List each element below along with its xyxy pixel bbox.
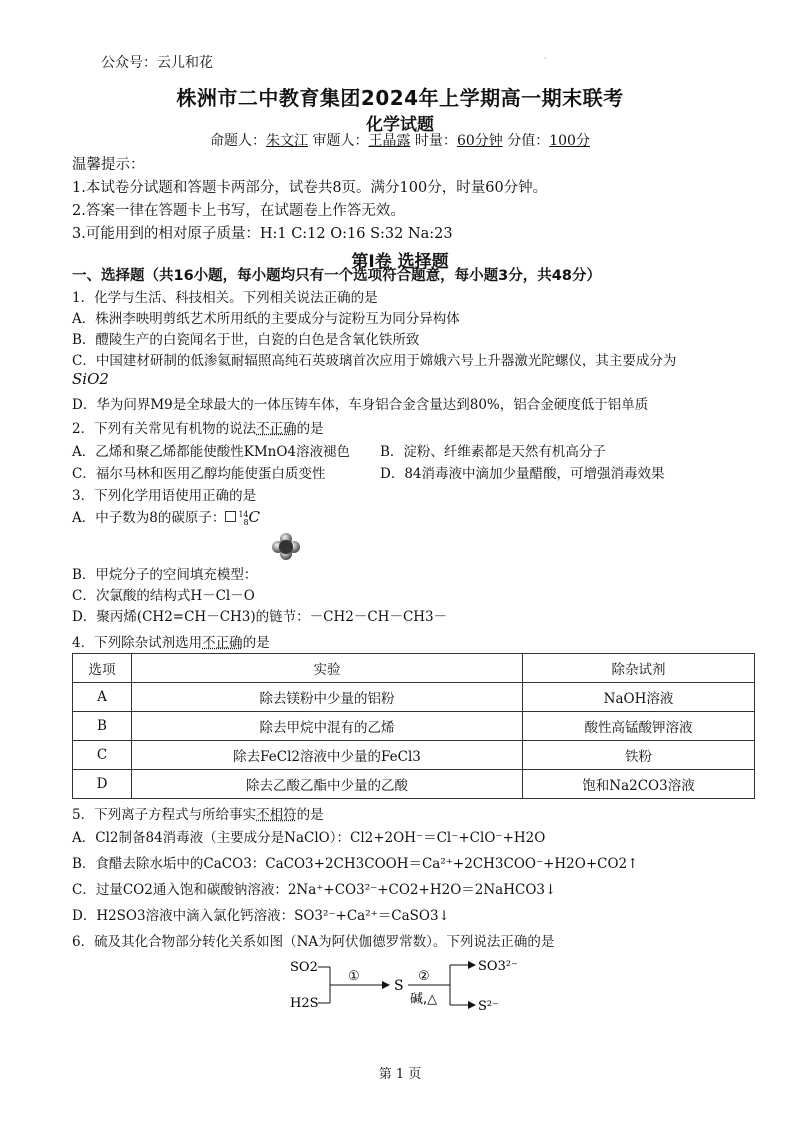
q5-option-a: A．Cl2制备84消毒液（主要成分是NaClO）：Cl2+2OH⁻＝Cl⁻+ClO⁻+H2O	[72, 830, 546, 846]
diagram-sulfur: S	[394, 978, 404, 994]
table-row	[73, 741, 755, 770]
q3-option-d: D．聚丙烯(CH2=CH－CH3)的链节：－CH2－CH－CH3－	[72, 609, 448, 625]
table-row	[73, 770, 755, 799]
table-cell: 饱和Na2CO3溶液	[523, 770, 755, 799]
diagram-condition: 碱,△	[410, 992, 438, 1007]
table-cell: 除去乙酸乙酯中少量的乙酸	[132, 770, 523, 799]
q4-table	[72, 653, 755, 799]
q3-isotope-numbers	[238, 511, 248, 527]
page-number: 第 1 页	[378, 1067, 422, 1082]
q2-stem-emphasis: 不正确	[256, 421, 297, 437]
q3-mass-number: 14	[238, 509, 249, 519]
q2-stem-c: 的是	[296, 421, 324, 437]
table-cell: NaOH溶液	[523, 683, 755, 712]
q1-option-c: C．中国建材研制的低渗氦耐辐照高纯石英玻璃首次应用于嫦娥六号上升器激光陀螺仪，其主要成分为	[72, 353, 677, 369]
table-header-row	[73, 654, 755, 683]
setter-label: 命题人：	[210, 133, 267, 149]
time-label: 时量：	[410, 133, 457, 149]
tip-1: 1.本试卷分试题和答题卡两部分，试卷共8页。满分100分，时量60分钟。	[72, 180, 548, 196]
exam-authors	[0, 130, 800, 150]
q5-option-b: B．食醋去除水垢中的CaCO3：CaCO3+2CH3COOH＝Ca²⁺+2CH3COO⁻+H2O+CO2↑	[72, 856, 639, 872]
tip-3: 3.可能用到的相对原子质量：H:1 C:12 O:16 S:32 Na:23	[72, 226, 453, 242]
setter-name: 朱文江	[266, 133, 309, 149]
q3-option-a-text: A．中子数为8的碳原子：	[72, 510, 226, 526]
q4-stem	[72, 631, 270, 651]
q5-stem-a: 5．下列离子方程式与所给事实	[72, 807, 257, 823]
q3-element-symbol: C	[248, 508, 261, 526]
table-cell: A	[73, 683, 132, 712]
diagram-sulfite: SO3²⁻	[478, 959, 518, 974]
q1-option-b: B．醴陵生产的白瓷闻名于世，白瓷的白色是含氧化铁所致	[72, 332, 420, 348]
q6-stem: 6．硫及其化合物部分转化关系如图（NA为阿伏伽德罗常数）。下列说法正确的是	[72, 934, 555, 950]
table-cell: 除去镁粉中少量的铝粉	[132, 683, 523, 712]
table-header: 实验	[132, 654, 523, 683]
methane-model-icon	[272, 532, 300, 562]
table-cell: D	[73, 770, 132, 799]
q2-stem	[72, 417, 324, 437]
q2-option-c: C．福尔马林和医用乙醇均能使蛋白质变性	[72, 466, 326, 482]
table-cell: 酸性高锰酸钾溶液	[523, 712, 755, 741]
diagram-sulfide: S²⁻	[478, 999, 499, 1014]
q4-stem-c: 的是	[242, 635, 270, 651]
q1-option-d: D．华为问界M9是全球最大的一体压铸车体，车身铝合金含量达到80%，铝合金硬度低于铝单质	[72, 397, 649, 413]
q5-stem	[72, 803, 324, 823]
diagram-step-2: ②	[418, 969, 430, 984]
time-value: 60分钟	[456, 133, 503, 149]
table-header: 选项	[73, 654, 132, 683]
q5-stem-c: 的是	[296, 807, 324, 823]
tips-heading: 温馨提示：	[72, 157, 145, 173]
table-row	[73, 712, 755, 741]
reviewer-label: 审题人：	[308, 133, 369, 149]
q5-option-c: C．过量CO2通入饱和碳酸钠溶液：2Na⁺+CO3²⁻+CO2+H2O＝2NaHCO3↓	[72, 882, 557, 898]
q4-stem-a: 4．下列除杂试剂选用	[72, 635, 203, 651]
diagram-h2s: H2S	[290, 996, 319, 1011]
q3-atomic-number: 8	[243, 517, 249, 527]
q1-option-c-formula: SiO2	[72, 370, 109, 388]
tip-2: 2.答案一律在答题卡上书写，在试题卷上作答无效。	[72, 203, 405, 219]
q1-stem: 1．化学与生活、科技相关。下列相关说法正确的是	[72, 290, 378, 306]
table-row	[73, 683, 755, 712]
score-value: 100分	[549, 133, 590, 149]
part-heading: 一、选择题（共16小题，每小题均只有一个选项符合题意，每小题3分，共48分）	[72, 268, 601, 284]
q3-option-b: B．甲烷分子的空间填充模型：	[72, 567, 258, 583]
reviewer-name: 王晶露	[368, 133, 411, 149]
corner-mark: ·	[544, 54, 547, 63]
q5-option-d: D．H2SO3溶液中滴入氯化钙溶液：SO3²⁻+Ca²⁺＝CaSO3↓	[72, 908, 450, 924]
score-label: 分值：	[502, 133, 550, 149]
table-cell: B	[73, 712, 132, 741]
diagram-step-1: ①	[348, 969, 360, 984]
table-cell: C	[73, 741, 132, 770]
q1-option-a: A．株洲李映明剪纸艺术所用纸的主要成分与淀粉互为同分异构体	[72, 311, 460, 327]
q2-option-a: A．乙烯和聚乙烯都能使酸性KMnO4溶液褪色	[72, 444, 351, 460]
q2-option-d: D．84消毒液中滴加少量醋酸，可增强消毒效果	[380, 466, 665, 482]
q3-stem: 3．下列化学用语使用正确的是	[72, 488, 257, 504]
table-header: 除杂试剂	[523, 654, 755, 683]
table-cell: 除去FeCl2溶液中少量的FeCl3	[132, 741, 523, 770]
q2-stem-a: 2．下列有关常见有机物的说法	[72, 421, 257, 437]
diagram-so2: SO2	[290, 960, 318, 975]
q3-option-a	[72, 506, 260, 527]
q3-option-c: C．次氯酸的结构式H－Cl－O	[72, 588, 255, 604]
table-cell: 铁粉	[523, 741, 755, 770]
section-title: 第Ⅰ卷 选择题	[351, 252, 449, 272]
public-account-label: 公众号：云儿和花	[101, 55, 213, 71]
q4-stem-emphasis: 不正确	[202, 635, 243, 651]
sulfur-conversion-diagram	[290, 955, 520, 1021]
placeholder-box-icon	[225, 511, 236, 522]
exam-title: 株洲市二中教育集团2024年上学期高一期末联考	[176, 86, 624, 110]
q5-stem-emphasis: 不相符	[256, 807, 297, 823]
table-cell: 除去甲烷中混有的乙烯	[132, 712, 523, 741]
exam-subtitle: 化学试题	[366, 115, 434, 135]
q2-option-b: B．淀粉、纤维素都是天然有机高分子	[380, 444, 606, 460]
